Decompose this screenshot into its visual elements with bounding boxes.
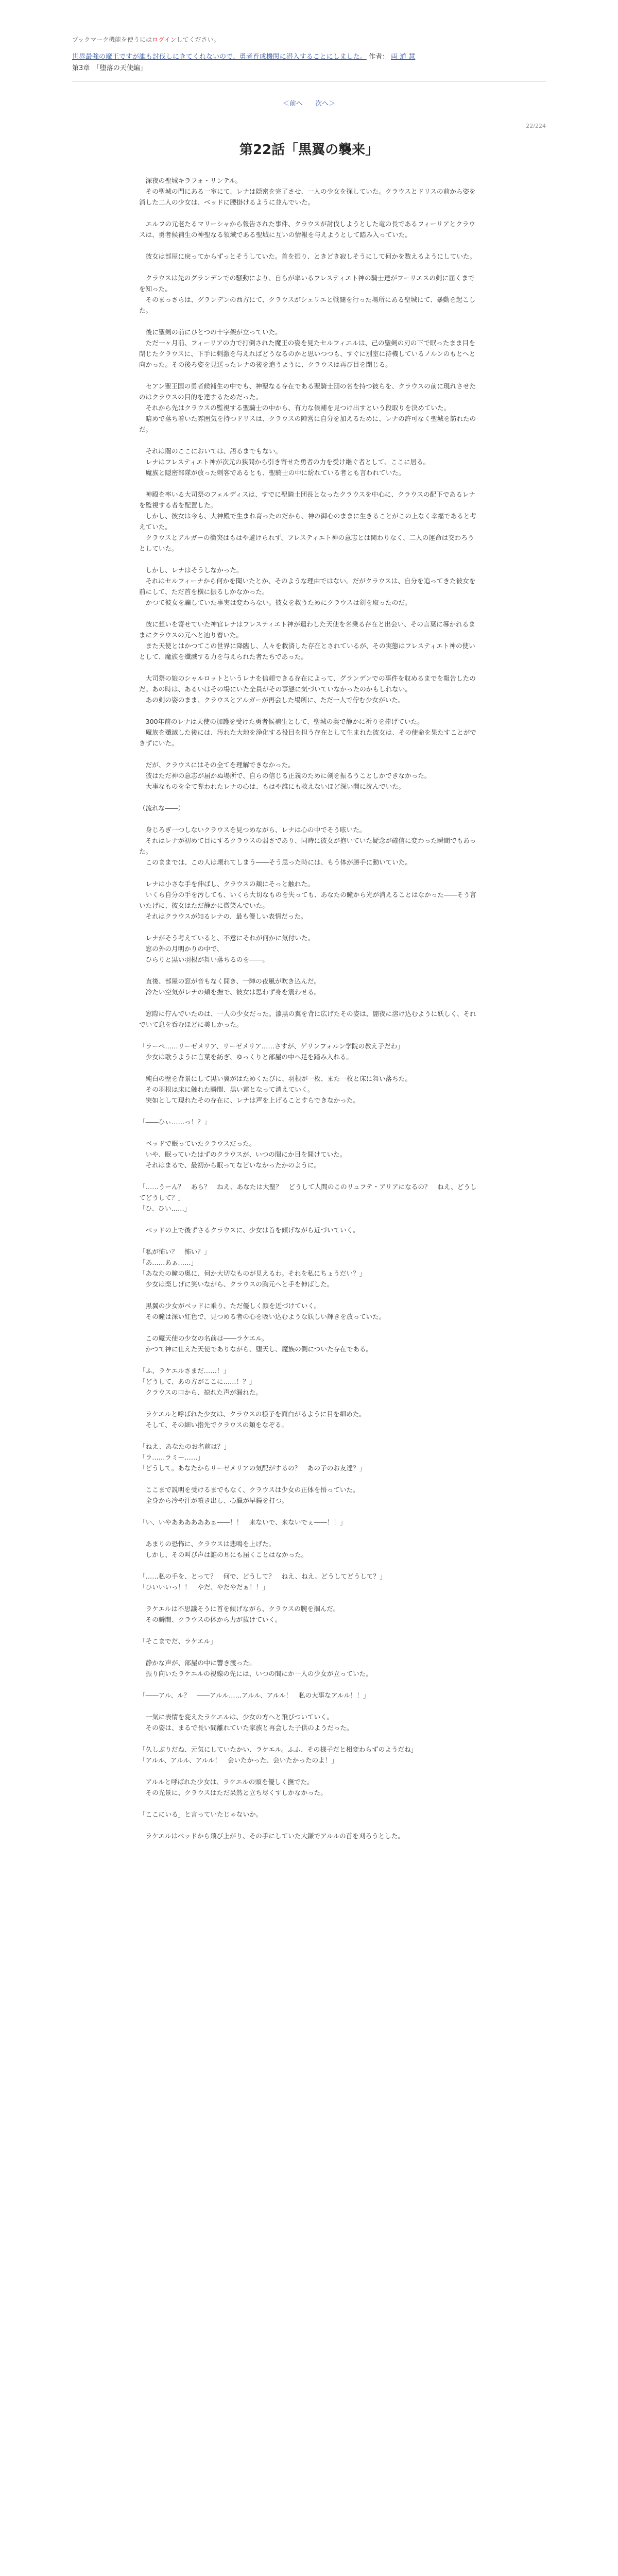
paragraph: 「……うーん？ あら？ ねえ、あなたは大聖？ どうして人間のこのリュフテ・アリアになるの？ ねえ、どうしてどうして？」 「ひ、ひい……」 — [139, 1183, 477, 1212]
prev-link[interactable]: ＜前へ — [282, 100, 303, 108]
page-count: 22/224 — [526, 123, 546, 129]
divider — [72, 81, 546, 82]
paragraph: ベッドで眠っていたクラウスだった。 いや、眠っていたはずのクラウスが、いつの間にか目を開けていた。 それはまるで、最初から眠ってなどいなかったかのように。 — [139, 1140, 347, 1169]
paragraph: 「ねえ、あなたのお名前は？」 「ラ……ラミー……」 「どうして。あなたからリーゼメリアの気配がするの？ あの子のお友達？」 — [139, 1443, 366, 1472]
paragraph: 一気に表情を変えたラケエルは、少女の方へと飛びついていく。 その姿は、まるで長い間離れていた家族と再会した子供のようだった。 — [139, 1713, 353, 1732]
paragraph: ラケエルと呼ばれた少女は、クラウスの様子を面白がるように目を細めた。 そして、その細い指先でクラウスの頬をなぞる。 — [139, 1410, 366, 1429]
paragraph: 静かな声が、部屋の中に響き渡った。 振り向いたラケエルの視線の先には、いつの間にか一人の少女が立っていた。 — [139, 1659, 372, 1677]
paragraph: 「ここにいる」と言っていたじゃないか。 — [139, 1810, 263, 1818]
paragraph: 後に聖剣の前にひとつの十字架が立っていた。 ただ一ヶ月前、フィーリアの力で打倒された魔王の姿を見たセルフィエルは、己の聖剣の刃の下で眠ったまま目を閉じたクラウスに、下手に刺激を与えればどうなるのかと思いつつも、すぐに別室に待機しているノルンのもとへと向かった。その後ろ姿を見送ったレナの後を追うように、クラウスは再び目を閉じる。 — [139, 328, 476, 368]
paragraph: それは闇のここにおいては、語るまでもない。 レナはフレスティエト神が次元の狭間から引き寄せた勇者の力を受け継ぐ者として、ここに居る。 魔族と隠密部隊が放った刺客であるとも、聖騎士の中に紛れている者とも言われていた。 — [139, 447, 430, 477]
paragraph: エルフの元老たるマリーシャから報告された事件、クラウスが討伐しようとした竜の長であるフィーリアとクラウスは、勇者候補生の神聖なる領域である聖城に互いの情報を与えようとして踏み入っていた。 — [139, 220, 475, 239]
paragraph: 「そこまでだ、ラケエル」 — [139, 1637, 217, 1645]
paragraph: ラケエルは不思議そうに首を傾げながら、クラウスの腕を掴んだ。 その瞬間、クラウスの体から力が抜けていく。 — [139, 1605, 340, 1623]
chapter-title: 第22話「黒翼の襲来」 — [239, 142, 379, 158]
paragraph: 「久しぶりだね、元気にしていたかい、ラケエル。ふふ、その様子だと相変わらずのようだね」 「アルル、アルル、アルル！ 会いたかった、会いたかったのよ！」 — [139, 1745, 418, 1764]
paragraph: あまりの恐怖に、クラウスは悲鳴を上げた。 しかし、その叫び声は誰の耳にも届くことはなかった。 — [139, 1540, 308, 1558]
paragraph: 彼女は部屋に戻ってからずっとそうしていた。首を振り、ときどき寂しそうにして何かを数えるようにしていた。 — [139, 252, 476, 260]
paragraph: 神殿を率いる大司祭のフェルディスは、すでに聖騎士団長となったクラウスを中心に、クラウスの配下であるレナを監視する者を配置した。 しかし、彼女は今も、大神殿で生まれ育ったのだから、神の御心のままに生きることがこの上なく幸福であると考えていた。 クラウスとアルガーの衝突はもはや避けられず、フレスティエト神の意志とは関わりなく、二人の運命は交わろうとしていた。 — [139, 490, 476, 552]
paragraph: 深夜の聖城キラフォ・リンテル。 その聖城の門にある一室にて、レナは隠密を完了させ、一人の少女を探していた。クラウスとドリスの前から姿を消した二人の少女は、ベッドに腰掛けるように並んでいた。 — [139, 177, 476, 206]
pager-top — [0, 98, 618, 108]
paragraph: 大司祭の娘のシャルロットというレナを信頼できる存在によって、グランデンでの事件を収めるまでを報告したのだ。あの時は、あるいはその場にいた全員がその事態に気づいていなかったのかもしれない。 あの剣の姿のまま、クラウスとアルガーが再会した場所に、ただ一人で佇む少女がいた。 — [139, 674, 476, 704]
paragraph: 「……私の手を、とって？ 何で、どうして？ ねえ、ねえ、どうしてどうして？」 「ひいいいっ！！ やだ、やだやだぁ！！」 — [139, 1572, 386, 1591]
paragraph: クラウスは先のグランデンでの騒動により、自らが率いるフレスティエト神の騎士達がフーリエスの剣に届くまでを知った。 そのまっさらは、グランデンの西方にて、クラウスがシェリエと戦闘を行った場所にある聖城にて、暴動を起こした。 — [139, 274, 476, 314]
author-link[interactable]: 両 道 慧 — [391, 53, 416, 61]
paragraph: レナは小さな手を伸ばし、クラウスの頬にそっと触れた。 いくら自分の手を汚しても、いくら大切なものを失っても、あなたの瞳から光が消えることはなかった――そう言いたげに、彼女はただ静かに微笑んでいた。 それはクラウスが知るレナの、最も優しい表情だった。 — [139, 880, 476, 920]
paragraph: ラケエルはベッドから飛び上がり、その手にしていた大鎌でアルルの首を刈ろうとした。 — [139, 1832, 405, 1840]
paragraph: 「――ひぃ……っ！？」 — [139, 1118, 211, 1126]
paragraph: セアン聖王国の勇者候補生の中でも、神聖なる存在である聖騎士団の名を持つ彼らを、クラウスの前に現れさせたのはクラウスの目的を達するためだった。 それから先はクラウスの監視する聖騎士の中から、有力な候補を見つけ出すという段取りを決めていた。 暗めで落ち着いた雰囲気を持つドリスは、クラウスの陣営に自分を加えるために、レナの許可なく聖城を訪れたのだ。 — [139, 382, 476, 433]
chapter-body — [139, 175, 479, 1852]
author-label: 作者： — [368, 53, 389, 61]
chapter-label: 第3章 「堕落の天使編」 — [72, 64, 147, 73]
paragraph: だが、クラウスにはその全てを理解できなかった。 彼はただ神の意志が届かぬ場所で、自らの信じる正義のために剣を振るうことしかできなかった。 大事なものを全て奪われたレナの心は、もはや誰にも救えないほど深い闇に沈んでいた。 — [139, 761, 431, 790]
next-link[interactable]: 次へ＞ — [315, 100, 336, 108]
paragraph: ここまで説明を受けるまでもなく、クラウスは少女の正体を悟っていた。 全身から冷や汗が噴き出し、心臓が早鐘を打つ。 — [139, 1486, 359, 1504]
paragraph: 身じろぎ一つしないクラウスを見つめながら、レナは心の中でそう呟いた。 それはレナが初めて目にするクラウスの弱さであり、同時に彼女が抱いていた疑念が確信に変わった瞬間でもあった。 このままでは、この人は壊れてしまう――そう思った時には、もう体が勝手に動いていた。 — [139, 826, 476, 866]
paragraph: 黒翼の少女がベッドに乗り、ただ優しく顔を近づけていく。 その瞳は深い紅色で、見つめる者の心を吸い込むような妖しい輝きを放っていた。 — [139, 1302, 386, 1320]
paragraph: レナがそう考えていると、不意にそれが何かに気付いた。 窓の外の月明かりの中で、 ひらりと黒い羽根が舞い落ちるのを――。 — [139, 934, 315, 963]
paragraph: 「私が怖い？ 怖い？」 「あ……あぁ……」 「あなたの瞳の奥に、何か大切なものが見えるわ。それを私にちょうだい？」 少女は楽しげに笑いながら、クラウスの胸元へと手を伸ばした。 — [139, 1248, 366, 1288]
paragraph: 純白の壁を背景にして黒い翼がはためくたびに、羽根が一枚、また一枚と床に舞い落ちた。 その羽根は床に触れた瞬間、黒い霧となって消えていく。 突如として現れたその存在に、レナは声を上げることすらできなかった。 — [139, 1075, 411, 1104]
paragraph: 直後、部屋の窓が音もなく開き、一陣の夜風が吹き込んだ。 冷たい空気がレナの頬を撫で、彼女は思わず身を震わせる。 — [139, 977, 321, 996]
paragraph: （流れな――） — [139, 804, 185, 812]
paragraph: 「――アル、ル？ ――アルル……アルル、アルル！ 私の大事なアルル！！」 — [139, 1691, 370, 1699]
paragraph: ベッドの上で後ずさるクラウスに、少女は首を傾げながら近づいていく。 — [139, 1226, 359, 1234]
paragraph: この魔天使の少女の名前は――ラケエル。 かつて神に仕えた天使でありながら、堕天し、魔族の側についた存在である。 — [139, 1334, 373, 1353]
paragraph: 「い、いやああああああぁ――！！ 来ないで、来ないでぇ――！！」 — [139, 1518, 347, 1526]
paragraph: 窓際に佇んでいたのは、一人の少女だった。漆黒の翼を背に広げたその姿は、闇夜に溶け込むように妖しく、それでいて息を呑むほどに美しかった。 — [139, 1010, 476, 1028]
paragraph: アルルと呼ばれた少女は、ラケエルの頭を優しく撫でた。 その光景に、クラウスはただ呆然と立ち尽くすしかなかった。 — [139, 1778, 327, 1797]
paragraph: 彼に想いを寄せていた神官レナはフレスティエト神が遣わした天使を名乗る存在と出会い、その言葉に導かれるままにクラウスの元へと辿り着いた。 また天使とはかつてこの世界に降臨し、人々を救済した存在とされているが、その実態はフレスティエト神の使いとして、魔族を殲滅する力を与えられた者たちであった。 — [139, 620, 475, 660]
paragraph: 「ラーペ……リーゼメリア、リーゼメリア……さすが、ゲリンフォルン学院の教え子だわ」 少女は歌うように言葉を紡ぎ、ゆっくりと部屋の中へ足を踏み入れる。 — [139, 1042, 404, 1061]
paragraph: しかし、レナはそうしなかった。 それはセルフィーナから何かを聞いたとか、そのような理由ではない。だがクラウスは、自分を追ってきた彼女を前にして、ただ首を横に振るしかなかった。 かつて彼女を騙していた事実は変わらない。彼女を救うためにクラウスは剣を取ったのだ。 — [139, 566, 476, 606]
series-info — [72, 52, 415, 74]
series-title-link[interactable]: 世界最強の魔王ですが誰も討伐しにきてくれないので、勇者育成機関に潜入することにしました。 — [72, 53, 367, 61]
paragraph: 300年前のレナは天使の加護を受けた勇者候補生として、聖城の奥で静かに祈りを捧げていた。 魔族を殲滅した後には、汚れた大地を浄化する役目を担う存在として生まれた彼女は、その使命を果たすことができずにいた。 — [139, 718, 476, 747]
paragraph: 「ふ、ラケエルさまだ……！」 「どうして、あの方がここに……！？」 クラウスの口から、掠れた声が漏れた。 — [139, 1367, 262, 1396]
login-notice: ブックマーク機能を使うにはログインしてください。 — [72, 36, 220, 43]
login-link[interactable]: ログイン — [152, 36, 177, 43]
